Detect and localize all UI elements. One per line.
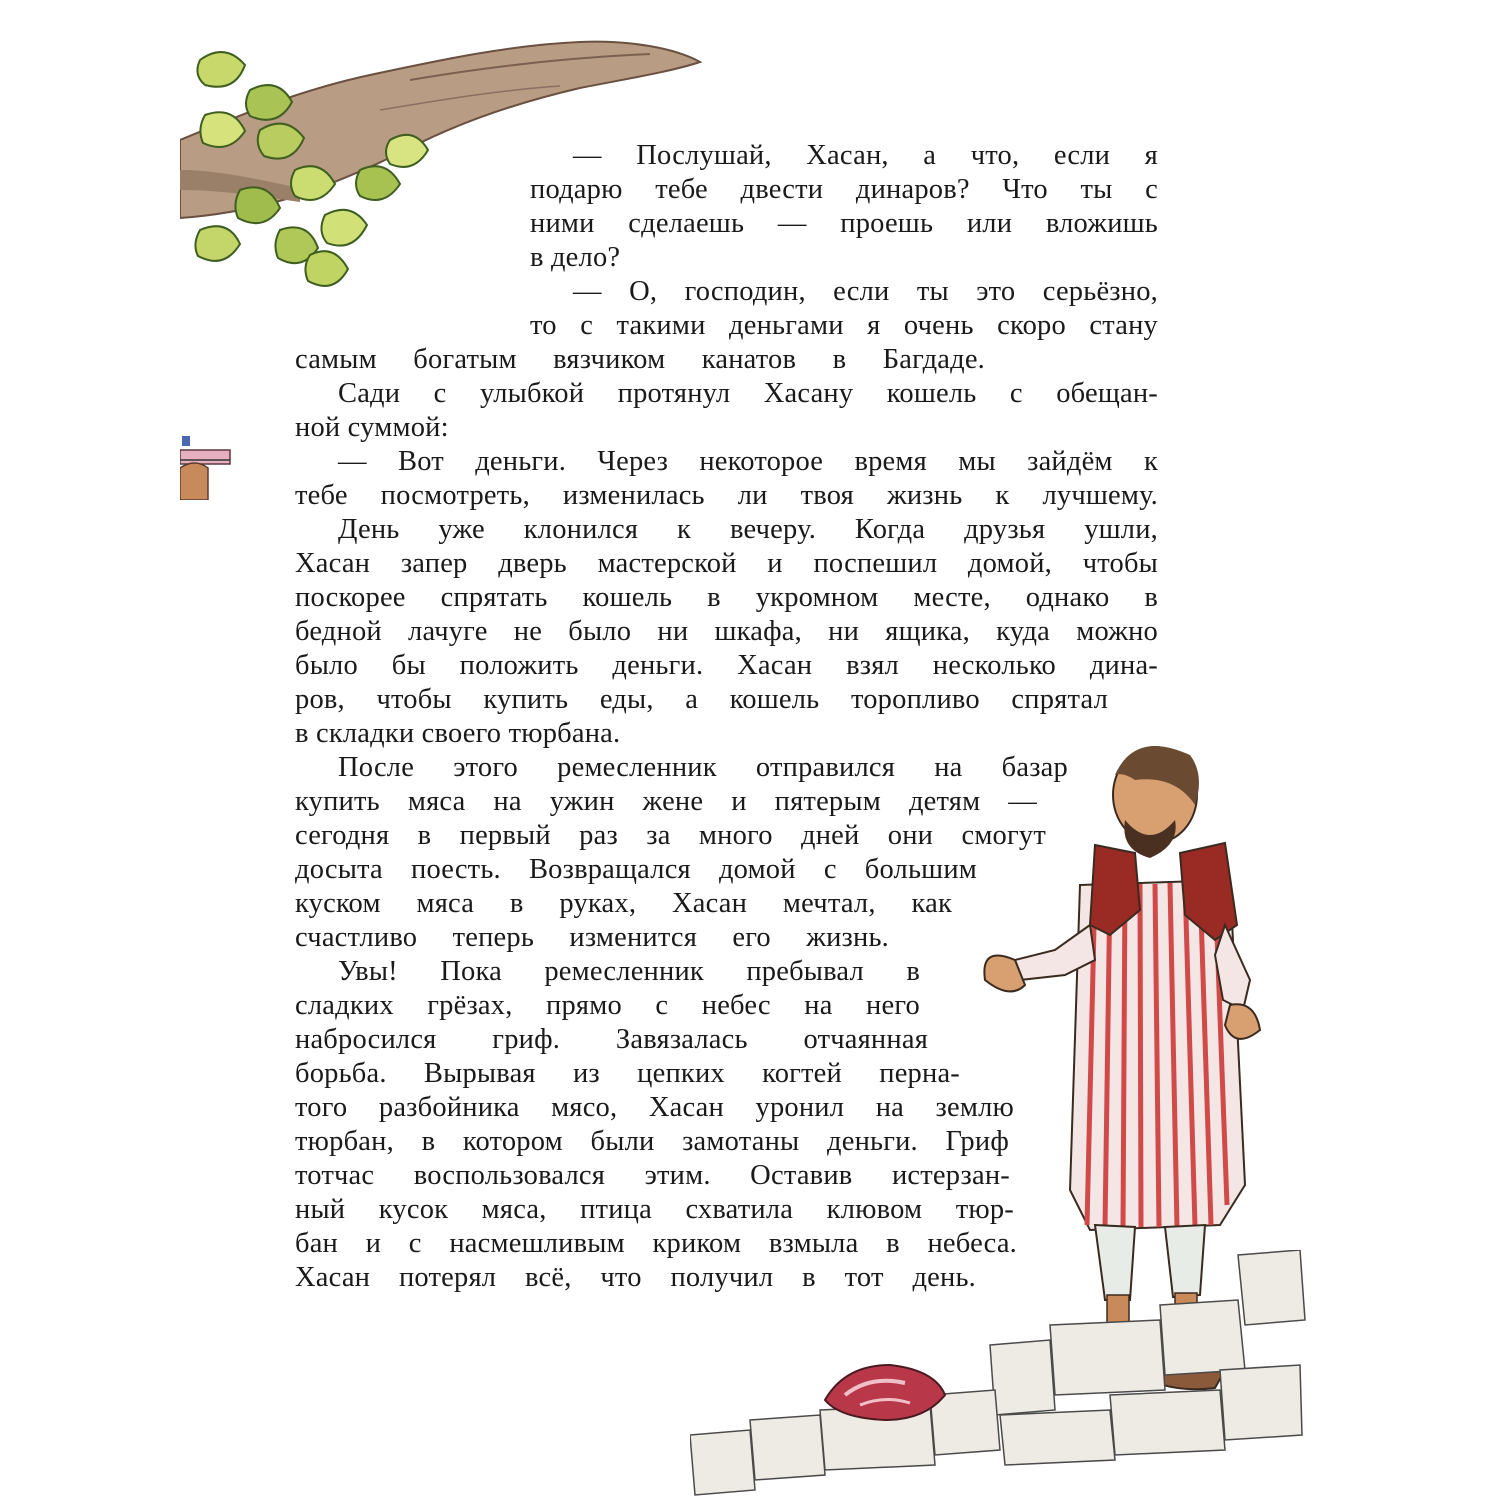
paragraph-line: сладких грёзах, прямо с небес на него xyxy=(295,990,920,1021)
paragraph-line: тотчас воспользовался этим. Оставив истерзан- xyxy=(295,1160,1010,1191)
paragraph-line: — Послушай, Хасан, а что, если я xyxy=(573,140,1158,171)
paragraph-line: Хасан потерял всё, что получил в тот день. xyxy=(295,1262,976,1293)
paragraph-line: поскорее спрятать кошель в укромном месте, однако в xyxy=(295,582,1158,613)
paragraph-line: то с такими деньгами я очень скоро стану xyxy=(530,310,1158,341)
robe-icon xyxy=(1070,843,1245,1230)
paragraph-line: — Вот деньги. Через некоторое время мы зайдём к xyxy=(338,446,1158,477)
paragraph-line: борьба. Вырывая из цепких когтей перна- xyxy=(295,1058,960,1089)
paragraph-line: тебе посмотреть, изменилась ли твоя жизнь к лучшему. xyxy=(295,480,1158,511)
paragraph-line: ной суммой: xyxy=(295,412,449,443)
paragraph-line: в дело? xyxy=(530,242,621,273)
paragraph-line: — О, господин, если ты это серьёзно, xyxy=(573,276,1158,307)
paragraph-line: Сади с улыбкой протянул Хасану кошель с обещан- xyxy=(338,378,1158,409)
paragraph-line: бан и с насмешливым криком взмыла в небеса. xyxy=(295,1228,1017,1259)
paragraph-line: ними сделаешь — проешь или вложишь xyxy=(530,208,1158,239)
paragraph-line: досыта поесть. Возвращался домой с большим xyxy=(295,854,977,885)
paragraph-line: тюрбан, в котором были замотаны деньги. Гриф xyxy=(295,1126,1009,1157)
meat-illustration xyxy=(820,1360,950,1425)
paragraph-line: ров, чтобы купить еды, а кошель торопливо спрятал xyxy=(295,684,1108,715)
paragraph-line: в складки своего тюрбана. xyxy=(295,718,621,749)
building-fragment-illustration xyxy=(180,430,235,500)
paragraph-line: набросился гриф. Завязалась отчаянная xyxy=(295,1024,928,1055)
man-head-icon xyxy=(1113,746,1199,858)
paragraph-line: сегодня в первый раз за много дней они смогут xyxy=(295,820,1046,851)
paragraph-line: После этого ремесленник отправился на базар xyxy=(338,752,1068,783)
paragraph-line: самым богатым вязчиком канатов в Багдаде. xyxy=(295,344,985,375)
paragraph-line: ный кусок мяса, птица схватила клювом тюр- xyxy=(295,1194,1014,1225)
paragraph-line: того разбойника мясо, Хасан уронил на землю xyxy=(295,1092,1014,1123)
paragraph-line: Хасан запер дверь мастерской и поспешил домой, чтобы xyxy=(295,548,1158,579)
paragraph-line: подарю тебе двести динаров? Что ты с xyxy=(530,174,1158,205)
paragraph-line: День уже клонился к вечеру. Когда друзья ушли, xyxy=(338,514,1158,545)
paragraph-line: счастливо теперь изменится его жизнь. xyxy=(295,922,889,953)
paragraph-line: куском мяса в руках, Хасан мечтал, как xyxy=(295,888,952,919)
paragraph-line: бедной лачуге не было ни шкафа, ни ящика, куда можно xyxy=(295,616,1158,647)
paragraph-line: было бы положить деньги. Хасан взял несколько дина- xyxy=(295,650,1158,681)
paragraph-line: купить мяса на ужин жене и пятерым детям — xyxy=(295,786,1037,817)
paragraph-line: Увы! Пока ремесленник пребывал в xyxy=(338,956,920,987)
